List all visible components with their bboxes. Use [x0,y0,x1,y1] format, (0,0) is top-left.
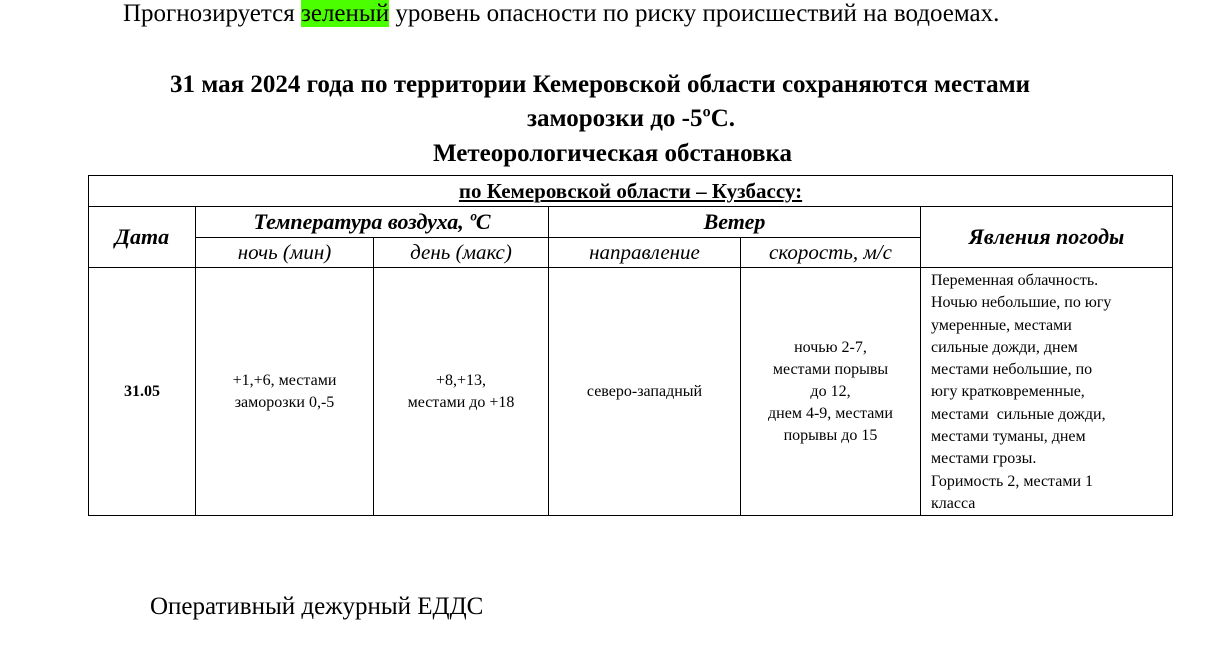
intro-line [123,0,999,31]
cell-weather-line: сильные дожди, днем [931,338,1078,356]
cell-speed [741,268,921,516]
cell-night-line: +1,+6, местами [232,371,337,389]
cell-weather-line: класса [931,494,976,512]
header-temperature: Температура воздуха, ºС [196,207,549,238]
cell-night-line: заморозки 0,-5 [234,393,335,411]
cell-weather-line: местами небольшие, по [931,361,1093,379]
cell-weather-line: местами грозы. [931,450,1037,468]
cell-day-line: местами до +18 [407,393,515,411]
cell-weather-line: Ночью небольшие, по югу [931,294,1112,312]
table-row [89,268,1173,516]
footer-signature: Оперативный дежурный ЕДДС [150,593,484,620]
cell-date: 31.05 [89,268,196,516]
header-wind: Ветер [549,207,921,238]
cell-speed-line: местами порывы [772,360,889,378]
danger-level-highlight: зеленый [300,0,390,27]
header-day: день (макс) [374,238,549,268]
intro-before: Прогнозируется [123,0,301,27]
table-caption: по Кемеровской области – Кузбассу: [89,176,1173,207]
header-night: ночь (мин) [196,238,374,268]
cell-weather-line: местами туманы, днем [931,428,1086,446]
cell-speed-line: ночью 2-7, [794,338,867,356]
cell-weather-line: Переменная облачность. [931,272,1099,289]
cell-speed-line: порывы до 15 [783,426,878,444]
cell-weather-line: югу кратковременные, [931,383,1085,401]
heading-line-1: 31 мая 2024 года по территории Кемеровской области сохраняются местами [170,71,1031,98]
weather-table [88,175,1173,516]
cell-weather [921,268,1173,516]
heading-line-3-text: Метеорологическая обстановка [433,140,792,167]
cell-night [196,268,374,516]
cell-weather-line: умеренные, местами [931,316,1072,334]
header-speed: скорость, м/с [741,238,921,268]
heading-line-2-text: заморозки до -5ºС. [527,105,736,132]
cell-day-line: +8,+13, [435,371,487,389]
cell-day [374,268,549,516]
cell-weather-line: Горимость 2, местами 1 [931,472,1094,490]
cell-speed-line: днем 4-9, местами [768,404,893,422]
cell-speed-line: до 12, [810,382,851,400]
intro-after: уровень опасности по риску происшествий на водоемах. [389,0,1000,27]
header-weather: Явления погоды [921,207,1173,268]
header-direction: направление [549,238,741,268]
header-date: Дата [89,207,196,268]
cell-direction: северо-западный [549,268,741,516]
cell-weather-line: местами сильные дожди, [931,405,1106,423]
